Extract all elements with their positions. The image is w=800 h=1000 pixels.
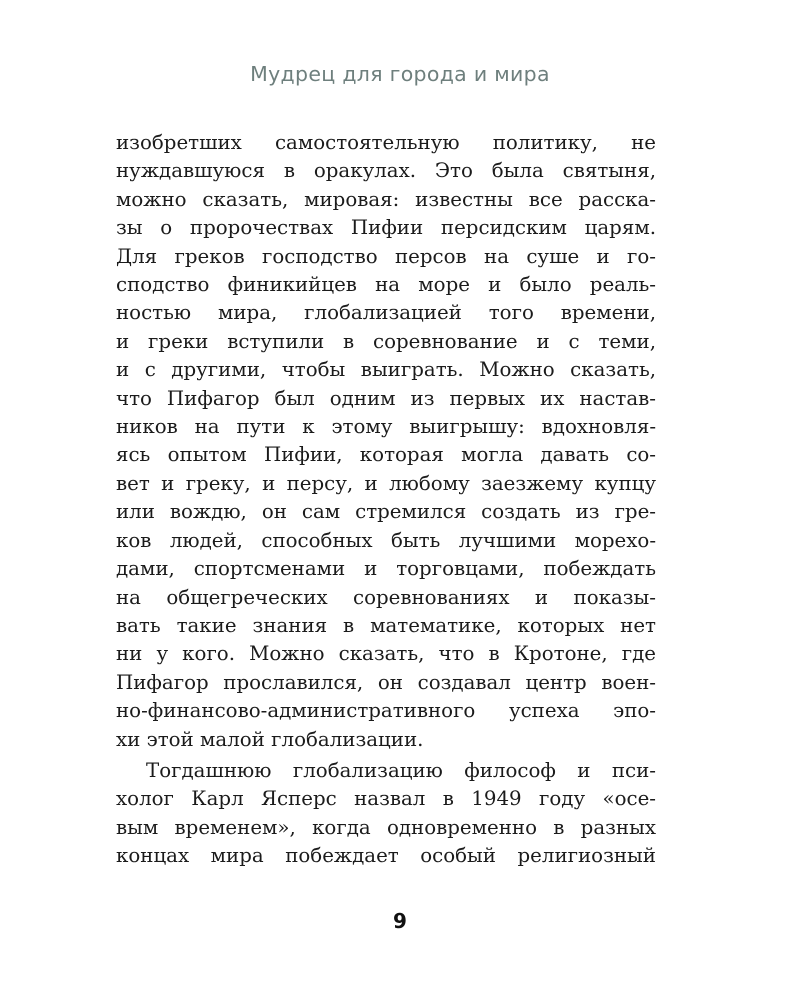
text-line: зы о пророчествах Пифии персидским царям. bbox=[116, 216, 656, 240]
paragraph-2 bbox=[116, 757, 656, 871]
text-line: нуждавшуюся в оракулах. Это была святыня, bbox=[116, 159, 656, 183]
text-line: вать такие знания в математике, которых нет bbox=[116, 613, 656, 637]
text-line: ностью мира, глобализацией того времени, bbox=[116, 301, 656, 325]
text-line: но-финансово-административного успеха эпо- bbox=[116, 699, 656, 723]
text-line: вет и греку, и персу, и любому заезжему купцу bbox=[116, 471, 656, 495]
text-line: вым временем», когда одновременно в разных bbox=[116, 815, 656, 839]
paragraph-1 bbox=[116, 129, 656, 754]
text-line: холог Карл Ясперс назвал в 1949 году «осе- bbox=[116, 787, 656, 811]
text-line: можно сказать, мировая: известны все расска- bbox=[116, 187, 656, 211]
text-line: и с другими, чтобы выиграть. Можно сказать, bbox=[116, 358, 656, 382]
text-line: Пифагор прославился, он создавал центр воен- bbox=[116, 670, 656, 694]
text-line: Тогдашнюю глобализацию философ и пси- bbox=[146, 758, 656, 782]
text-line: ников на пути к этому выигрышу: вдохновля- bbox=[116, 415, 656, 439]
text-line: изобретших самостоятельную политику, не bbox=[116, 131, 656, 154]
text-line: ков людей, способных быть лучшими морехо- bbox=[116, 528, 656, 552]
running-header: Мудрец для города и мира bbox=[250, 62, 550, 86]
body-text bbox=[116, 129, 656, 871]
text-line: сподство финикийцев на море и было реаль- bbox=[116, 273, 656, 297]
page-number: 9 bbox=[393, 909, 407, 933]
text-line: ясь опытом Пифии, которая могла давать со- bbox=[116, 443, 656, 467]
text-line: дами, спортсменами и торговцами, побеждать bbox=[116, 557, 656, 581]
text-line: и греки вступили в соревнование и с теми, bbox=[116, 329, 656, 353]
text-line: что Пифагор был одним из первых их настав- bbox=[116, 386, 656, 410]
text-line: концах мира побеждает особый религиозный bbox=[116, 844, 656, 868]
text-line: на общегреческих соревнованиях и показы- bbox=[116, 585, 656, 609]
text-line: хи этой малой глобализации. bbox=[116, 727, 424, 751]
text-line: ни у кого. Можно сказать, что в Кротоне, где bbox=[116, 642, 656, 666]
text-line: Для греков господство персов на суше и го- bbox=[116, 244, 656, 268]
text-line: или вождю, он сам стремился создать из гре- bbox=[116, 500, 656, 524]
